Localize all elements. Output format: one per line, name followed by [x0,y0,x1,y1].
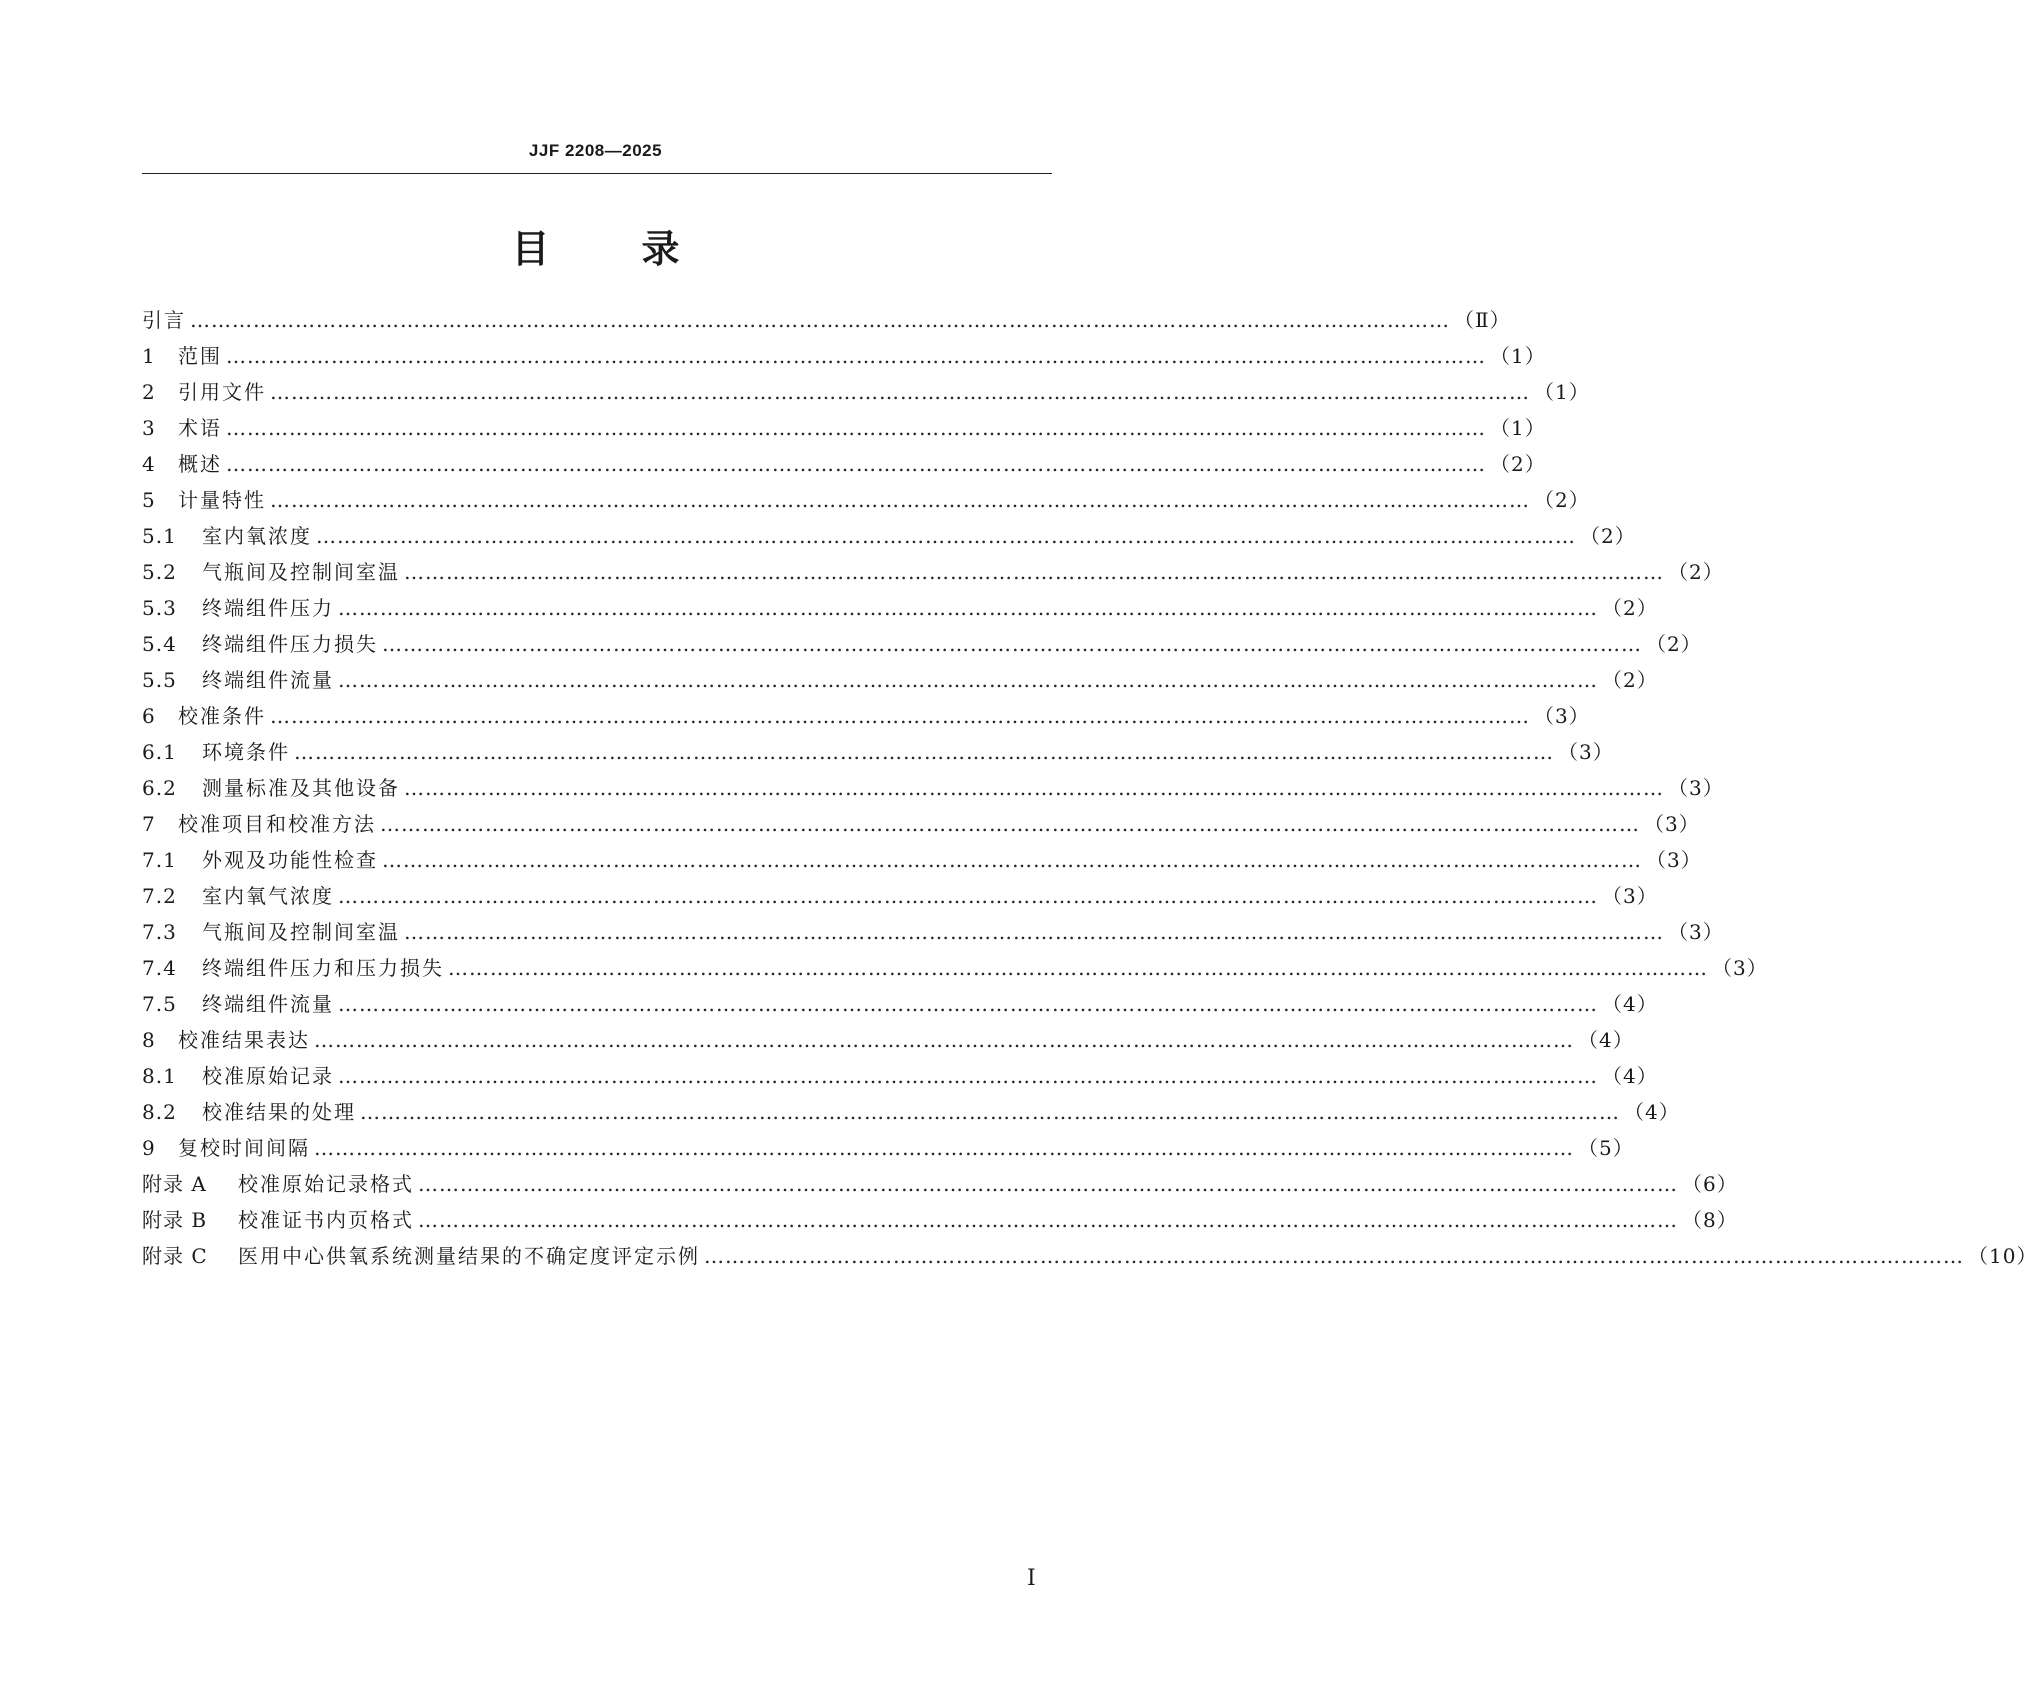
toc-entry-number: 7.4 [142,956,177,980]
toc-entry[interactable] [142,482,1590,518]
toc-leader-dots [310,1022,1578,1058]
toc-entry-label: 范围 [178,344,222,368]
toc-entry[interactable] [142,914,1724,950]
toc-entry-page: （2） [1580,524,1636,548]
toc-entry-number: 8.1 [142,1064,177,1088]
toc-entry-label: 校准项目和校准方法 [178,812,376,836]
toc-entry-page: （3） [1534,704,1590,728]
toc-entry-page: （2） [1490,452,1546,476]
toc-entry-page: （2） [1668,560,1724,584]
toc-entry[interactable] [142,1058,1658,1094]
toc-entry[interactable] [142,518,1636,554]
toc-entry-label: 校准原始记录 [202,1064,334,1088]
toc-entry[interactable] [142,986,1658,1022]
toc-entry-number: 6 [142,704,156,728]
toc-entry-page: （3） [1602,884,1658,908]
toc-leader-dots [334,662,1602,698]
toc-entry-label: 引用文件 [178,380,266,404]
toc-entry-number: 附录 A [142,1172,207,1196]
toc-entry-page: （4） [1602,1064,1658,1088]
toc-entry-page: （3） [1646,848,1702,872]
toc-entry-page: （3） [1644,812,1700,836]
toc-entry-page: （3） [1558,740,1614,764]
document-code-header: JJF 2208—2025 [528,141,663,160]
toc-entry-label: 终端组件压力 [202,596,334,620]
toc-entry-number: 4 [142,452,156,476]
toc-entry-label: 概述 [178,452,222,476]
toc-entry[interactable] [142,734,1614,770]
toc-entry-page: （1） [1490,416,1546,440]
toc-entry-page: （4） [1624,1100,1680,1124]
toc-entry-label: 测量标准及其他设备 [202,776,400,800]
toc-entry[interactable] [142,950,1768,986]
toc-entry-number: 8.2 [142,1100,177,1124]
toc-entry[interactable] [142,1022,1634,1058]
toc-entry-page: （2） [1602,668,1658,692]
toc-entry-page: （2） [1534,488,1590,512]
toc-leader-dots [376,806,1644,842]
toc-entry[interactable] [142,878,1658,914]
toc-entry[interactable] [142,374,1590,410]
toc-entry-label: 环境条件 [202,740,290,764]
toc-entry[interactable] [142,806,1700,842]
toc-entry-label: 术语 [178,416,222,440]
toc-entry-number: 5.2 [142,560,177,584]
toc-entry-label: 外观及功能性检查 [202,848,378,872]
toc-entry-number: 7.1 [142,848,177,872]
toc-entry-number: 5.5 [142,668,177,692]
toc-entry-label: 终端组件压力损失 [202,632,378,656]
toc-entry[interactable] [142,1094,1680,1130]
toc-entry-number: 2 [142,380,156,404]
toc-leader-dots [414,1166,1682,1202]
toc-leader-dots [414,1202,1682,1238]
toc-entry[interactable] [142,770,1724,806]
toc-entry-page: （2） [1646,632,1702,656]
toc-entry-number: 5.4 [142,632,177,656]
toc-leader-dots [356,1094,1624,1130]
toc-entry-number: 5.1 [142,524,177,548]
toc-leader-dots [334,590,1602,626]
toc-entry-page: （3） [1712,956,1768,980]
title-char-1: 目 [511,227,550,271]
toc-entry-number: 9 [142,1136,156,1160]
toc-entry-number: 附录 B [142,1208,208,1232]
toc-entry[interactable] [142,662,1658,698]
toc-leader-dots [444,950,1712,986]
toc-entry[interactable] [142,626,1702,662]
toc-leader-dots [700,1238,1968,1274]
toc-entry-label: 气瓶间及控制间室温 [202,560,400,584]
toc-entry[interactable] [142,842,1702,878]
toc-entry[interactable] [142,1130,1634,1166]
toc-leader-dots [222,410,1490,446]
toc-leader-dots [334,1058,1602,1094]
toc-entry[interactable] [142,446,1546,482]
toc-entry-number: 6.1 [142,740,177,764]
toc-leader-dots [334,878,1602,914]
toc-leader-dots [222,338,1490,374]
toc-leader-dots [400,554,1668,590]
toc-entry-number: 3 [142,416,156,440]
toc-entry-number: 8 [142,1028,156,1052]
toc-entry-page: （2） [1602,596,1658,620]
page-title [0,218,1191,273]
toc-entry-label: 室内氧浓度 [202,524,312,548]
toc-entry-page: （4） [1602,992,1658,1016]
title-char-2: 录 [641,227,680,271]
toc-entry-label: 校准条件 [178,704,266,728]
toc-entry-label: 终端组件压力和压力损失 [202,956,444,980]
toc-entry[interactable] [142,410,1546,446]
toc-entry-label: 复校时间间隔 [178,1136,310,1160]
toc-leader-dots [378,842,1646,878]
toc-leader-dots [400,770,1668,806]
toc-leader-dots [378,626,1646,662]
toc-entry-label: 终端组件流量 [202,992,334,1016]
toc-entry[interactable] [142,590,1658,626]
toc-entry-number: 5 [142,488,156,512]
toc-entry-number: 7.3 [142,920,177,944]
toc-entry[interactable] [142,554,1724,590]
toc-entry-number: 7.2 [142,884,177,908]
toc-leader-dots [186,302,1454,338]
toc-entry-page: （Ⅱ） [1454,308,1511,332]
toc-leader-dots [400,914,1668,950]
toc-entry-label: 终端组件流量 [202,668,334,692]
toc-entry-page: （8） [1682,1208,1738,1232]
toc-leader-dots [266,374,1534,410]
toc-entry-page: （5） [1578,1136,1634,1160]
toc-entry-number: 7 [142,812,156,836]
toc-entry-label: 校准结果表达 [178,1028,310,1052]
toc-entry[interactable] [142,1166,1738,1202]
toc-entry-number: 6.2 [142,776,177,800]
toc-entry-page: （6） [1682,1172,1738,1196]
toc-entry-label: 气瓶间及控制间室温 [202,920,400,944]
toc-leader-dots [312,518,1580,554]
toc-leader-dots [266,698,1534,734]
toc-entry-label: 引言 [142,308,186,332]
toc-entry-number: 附录 C [142,1244,208,1268]
toc-entry-label: 计量特性 [178,488,266,512]
toc-entry-label: 校准原始记录格式 [238,1172,414,1196]
toc-entry-page: （1） [1490,344,1546,368]
table-of-contents [142,302,2037,1274]
toc-entry[interactable] [142,1202,1738,1238]
toc-entry[interactable] [142,302,1511,338]
toc-entry-number: 7.5 [142,992,177,1016]
toc-entry-page: （3） [1668,920,1724,944]
toc-leader-dots [222,446,1490,482]
toc-leader-dots [290,734,1558,770]
toc-leader-dots [334,986,1602,1022]
page-number: Ⅰ [1027,1566,1036,1591]
toc-entry-page: （3） [1668,776,1724,800]
toc-entry[interactable] [142,1238,2037,1274]
toc-entry-number: 1 [142,344,156,368]
header-rule [142,173,1052,174]
toc-entry[interactable] [142,698,1590,734]
toc-entry-label: 医用中心供氧系统测量结果的不确定度评定示例 [238,1244,700,1268]
toc-entry-label: 校准结果的处理 [202,1100,356,1124]
toc-leader-dots [310,1130,1578,1166]
toc-leader-dots [266,482,1534,518]
toc-entry-page: （4） [1578,1028,1634,1052]
toc-entry-number: 5.3 [142,596,177,620]
toc-entry-label: 室内氧气浓度 [202,884,334,908]
toc-entry[interactable] [142,338,1546,374]
toc-entry-page: （1） [1534,380,1590,404]
toc-entry-page: （10） [1968,1244,2037,1268]
toc-entry-label: 校准证书内页格式 [238,1208,414,1232]
